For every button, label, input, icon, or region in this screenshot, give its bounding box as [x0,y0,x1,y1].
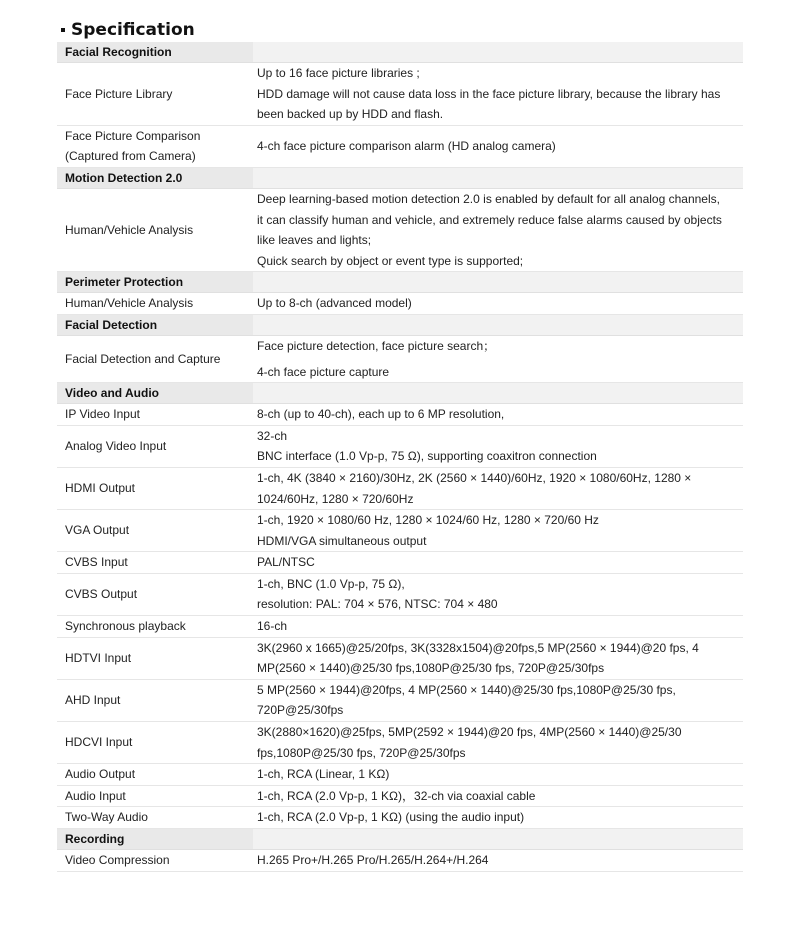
cell-text: Analog Video Input [65,439,167,454]
spec-label [57,552,253,574]
cell-text: Face Picture Library [65,86,173,101]
cell-text: Synchronous playback [65,619,186,634]
spec-value [253,573,743,615]
section-header [57,272,743,293]
cell-text: Human/Vehicle Analysis [65,296,194,311]
spec-label [57,63,253,126]
spec-label [57,764,253,786]
cell-text: HDD damage will not cause data loss in the face picture library, because the library has been backed up by HDD and flash. [257,86,721,122]
cell-text: Face picture detection, face picture search； [257,338,496,353]
section-title: Recording [57,829,253,850]
cell-text: IP Video Input [65,407,140,422]
section-header [57,314,743,335]
cell-text: 4-ch face picture comparison alarm (HD analog camera) [257,139,556,154]
table-row [57,807,743,829]
spec-label [57,510,253,552]
cell-text: Facial Detection and Capture [65,351,221,366]
page-title-text: Specification [71,20,195,40]
cell-text: HDMI/VGA simultaneous output [257,533,427,548]
spec-value [253,425,743,467]
section-header [57,383,743,404]
cell-text: 32-ch [257,428,288,443]
spec-value [253,188,743,271]
table-row [57,404,743,426]
spec-value [253,293,743,315]
table-row [57,425,743,467]
spec-sheet [57,18,743,872]
spec-value [253,467,743,509]
cell-text: PAL/NTSC [257,555,315,570]
spec-value [253,63,743,126]
cell-text: Audio Output [65,767,136,782]
cell-text: HDCVI Input [65,735,133,750]
spec-label [57,335,253,382]
cell-text: resolution: PAL: 704 × 576, NTSC: 704 × 480 [257,597,498,612]
spec-value [253,679,743,721]
cell-text: AHD Input [65,693,121,708]
spec-label [57,722,253,764]
spec-label [57,573,253,615]
section-title: Facial Detection [57,314,253,335]
spec-value [253,807,743,829]
cell-text: Face Picture Comparison [65,128,201,143]
spec-value [253,850,743,872]
spec-value [253,335,743,382]
table-row [57,552,743,574]
table-row [57,63,743,126]
cell-text: 3K(2960 x 1665)@25/20fps, 3K(3328x1504)@20fps,5 MP(2560 × 1944)@20 fps, 4 MP(2560 × 1440)@25/30 fps,1080P@25/30 fps, 720P@25/30fps [257,640,699,676]
bullet-icon [61,28,65,32]
spec-value [253,722,743,764]
section-filler [253,167,743,188]
spec-table [57,42,743,872]
table-row [57,125,743,167]
cell-text: BNC interface (1.0 Vp-p, 75 Ω), supporting coaxitron connection [257,449,597,464]
spec-label [57,467,253,509]
cell-text: Quick search by object or event type is supported; [257,253,524,268]
cell-text: 1-ch, BNC (1.0 Vp-p, 75 Ω), [257,576,405,591]
spec-label [57,125,253,167]
section-title: Motion Detection 2.0 [57,167,253,188]
cell-text: 8-ch (up to 40-ch), each up to 6 MP resolution, [257,407,505,422]
spec-value [253,785,743,807]
spec-label [57,807,253,829]
table-row [57,637,743,679]
table-row [57,188,743,271]
spec-label [57,637,253,679]
spec-label [57,616,253,638]
cell-text: CVBS Input [65,555,128,570]
spec-value [253,404,743,426]
spec-value [253,637,743,679]
cell-text: Two-Way Audio [65,810,148,825]
cell-text: 1-ch, 1920 × 1080/60 Hz, 1280 × 1024/60 Hz, 1280 × 720/60 Hz [257,513,599,528]
cell-text: Video Compression [65,853,170,867]
section-header [57,829,743,850]
cell-text: 5 MP(2560 × 1944)@20fps, 4 MP(2560 × 1440)@25/30 fps,1080P@25/30 fps, 720P@25/30fps [257,682,676,718]
cell-text: 1-ch, RCA (2.0 Vp-p, 1 KΩ) (using the audio input) [257,810,525,825]
spec-label [57,850,253,872]
table-row [57,616,743,638]
page-title [57,18,743,42]
spec-label [57,425,253,467]
spec-label [57,404,253,426]
cell-text: 16-ch [257,619,288,634]
section-filler [253,383,743,404]
cell-text: 3K(2880×1620)@25fps, 5MP(2592 × 1944)@20 fps, 4MP(2560 × 1440)@25/30 fps,1080P@25/30 fps, 720P@25/30fps [257,725,682,760]
spec-label [57,679,253,721]
section-filler [253,272,743,293]
cell-text: 1-ch, RCA (Linear, 1 KΩ) [257,767,390,782]
section-header [57,42,743,63]
section-filler [253,314,743,335]
section-filler [253,829,743,850]
table-row [57,573,743,615]
spec-value [253,510,743,552]
cell-text: Audio Input [65,788,126,803]
table-row [57,850,743,872]
spec-label [57,188,253,271]
section-filler [253,42,743,63]
section-title: Facial Recognition [57,42,253,63]
cell-text: 1-ch, 4K (3840 × 2160)/30Hz, 2K (2560 × 1440)/60Hz, 1920 × 1080/60Hz, 1280 × 1024/60Hz, 1280 × 720/60Hz [257,470,692,506]
table-row [57,722,743,764]
cell-text: CVBS Output [65,587,138,602]
table-row [57,510,743,552]
cell-text: HDTVI Input [65,650,132,665]
cell-text: Up to 16 face picture libraries ; [257,66,420,80]
table-row [57,293,743,315]
spec-value [253,552,743,574]
cell-text: it can classify human and vehicle, and extremely reduce false alarms caused by objects like leaves and lights; [257,212,722,248]
cell-text: Deep learning-based motion detection 2.0 is enabled by default for all analog channels, [257,191,720,206]
cell-text: Up to 8-ch (advanced model) [257,296,412,311]
table-row [57,679,743,721]
section-header [57,167,743,188]
section-title: Video and Audio [57,383,253,404]
spec-label [57,785,253,807]
table-row [57,335,743,382]
table-row [57,467,743,509]
cell-text: VGA Output [65,523,130,538]
section-title: Perimeter Protection [57,272,253,293]
spec-value [253,125,743,167]
table-row [57,785,743,807]
cell-text: 1-ch, RCA (2.0 Vp-p, 1 KΩ)，32-ch via coaxial cable [257,788,536,803]
cell-text: HDMI Output [65,481,136,496]
table-row [57,764,743,786]
cell-text: Human/Vehicle Analysis [65,222,194,237]
spec-value [253,616,743,638]
cell-text: H.265 Pro+/H.265 Pro/H.265/H.264+/H.264 [257,853,489,867]
spec-value [253,764,743,786]
cell-text: 4-ch face picture capture [257,364,390,379]
cell-text: (Captured from Camera) [65,149,196,164]
spec-label [57,293,253,315]
